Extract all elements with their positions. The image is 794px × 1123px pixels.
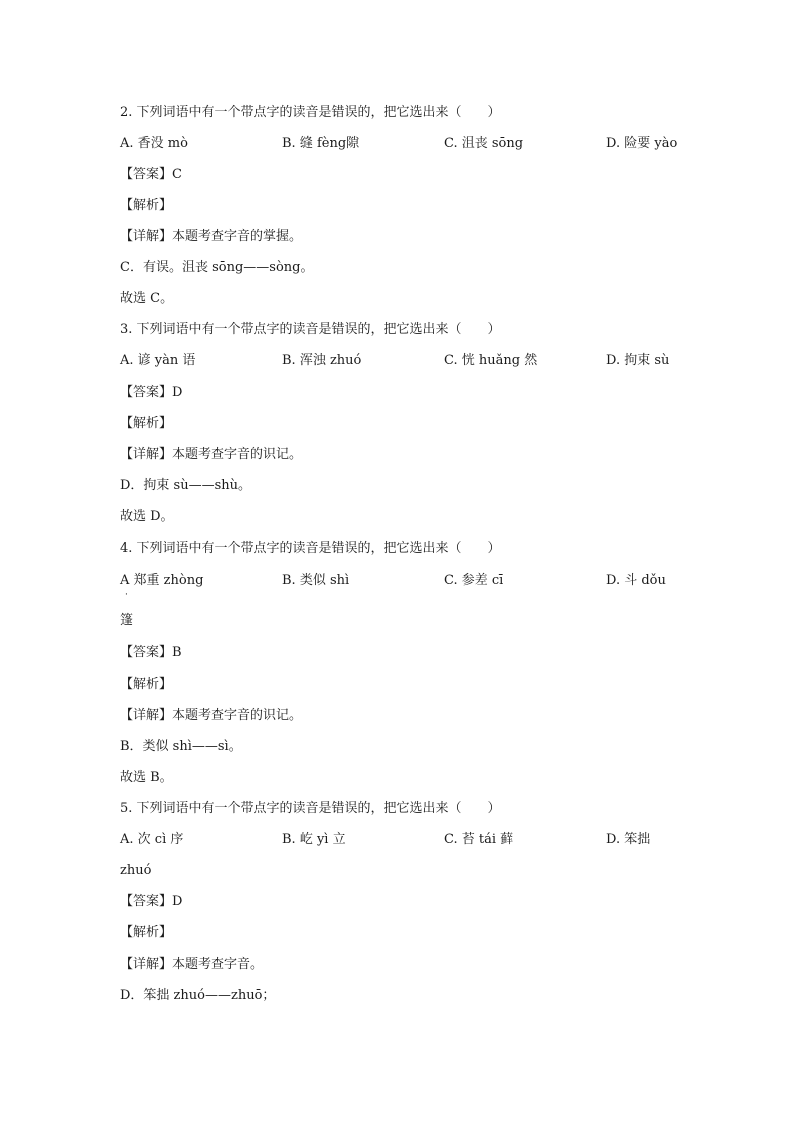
question-4-detail: 【详解】本题考查字音的识记。: [120, 708, 303, 723]
question-2-analysis: 【解析】: [120, 198, 173, 213]
question-5-option-b: B. 屹 yì 立: [282, 832, 346, 847]
question-5-option-c: C. 苔 tái 藓: [444, 832, 514, 847]
question-3-answer: 【答案】D: [120, 385, 183, 400]
question-4-option-d-continuation: 篷: [120, 613, 134, 628]
question-5-option-d-continuation: zhuó: [120, 863, 152, 878]
question-4-option-d: D. 斗 dǒu: [606, 573, 666, 588]
question-4-option-b: B. 类似 shì: [282, 573, 350, 588]
question-3-option-b: B. 浑浊 zhuó: [282, 353, 362, 368]
question-3-conclusion: 故选 D。: [120, 509, 174, 524]
question-5-detail: 【详解】本题考查字音。: [120, 957, 264, 972]
question-5-option-d: D. 笨拙: [606, 832, 651, 847]
question-5-stem: 5. 下列词语中有一个带点字的读音是错误的，把它选出来（ ）: [120, 801, 501, 816]
question-4-stem: 4. 下列词语中有一个带点字的读音是错误的，把它选出来（ ）: [120, 541, 501, 556]
question-3-analysis: 【解析】: [120, 416, 173, 431]
question-2-option-d: D. 险要 yào: [606, 136, 678, 151]
question-2-option-b: B. 缝 fèng隙: [282, 136, 360, 151]
question-3-option-c: C. 恍 huǎng 然: [444, 353, 538, 368]
emphasis-dot-mark: ·: [125, 590, 128, 600]
question-3-stem: 3. 下列词语中有一个带点字的读音是错误的，把它选出来（ ）: [120, 322, 501, 337]
question-4-answer: 【答案】B: [120, 645, 182, 660]
question-2-answer: 【答案】C: [120, 167, 182, 182]
question-4-analysis: 【解析】: [120, 677, 173, 692]
question-3-explanation: D．拘束 sù——shù。: [120, 478, 252, 493]
question-4-option-c: C. 参差 cī: [444, 573, 504, 588]
question-3-detail: 【详解】本题考查字音的识记。: [120, 447, 303, 462]
question-2-conclusion: 故选 C。: [120, 291, 174, 306]
question-3-option-d: D. 拘束 sù: [606, 353, 670, 368]
question-2-explanation: C．有误。沮丧 sōng——sòng。: [120, 260, 314, 275]
question-5-analysis: 【解析】: [120, 925, 173, 940]
question-3-option-a: A. 谚 yàn 语: [120, 353, 196, 368]
question-4-explanation: B．类似 shì——sì。: [120, 739, 242, 754]
question-5-option-a: A. 次 cì 序: [120, 832, 184, 847]
question-2-option-a: A. 香没 mò: [120, 136, 188, 151]
question-5-answer: 【答案】D: [120, 894, 183, 909]
question-2-detail: 【详解】本题考查字音的掌握。: [120, 229, 303, 244]
question-2-stem: 2. 下列词语中有一个带点字的读音是错误的，把它选出来（ ）: [120, 105, 501, 120]
question-2-option-c: C. 沮丧 sōng: [444, 136, 524, 151]
question-4-option-a: A 郑重 zhòng: [120, 573, 204, 588]
question-4-conclusion: 故选 B。: [120, 770, 173, 785]
question-5-explanation: D．笨拙 zhuó——zhuō；: [120, 988, 276, 1003]
